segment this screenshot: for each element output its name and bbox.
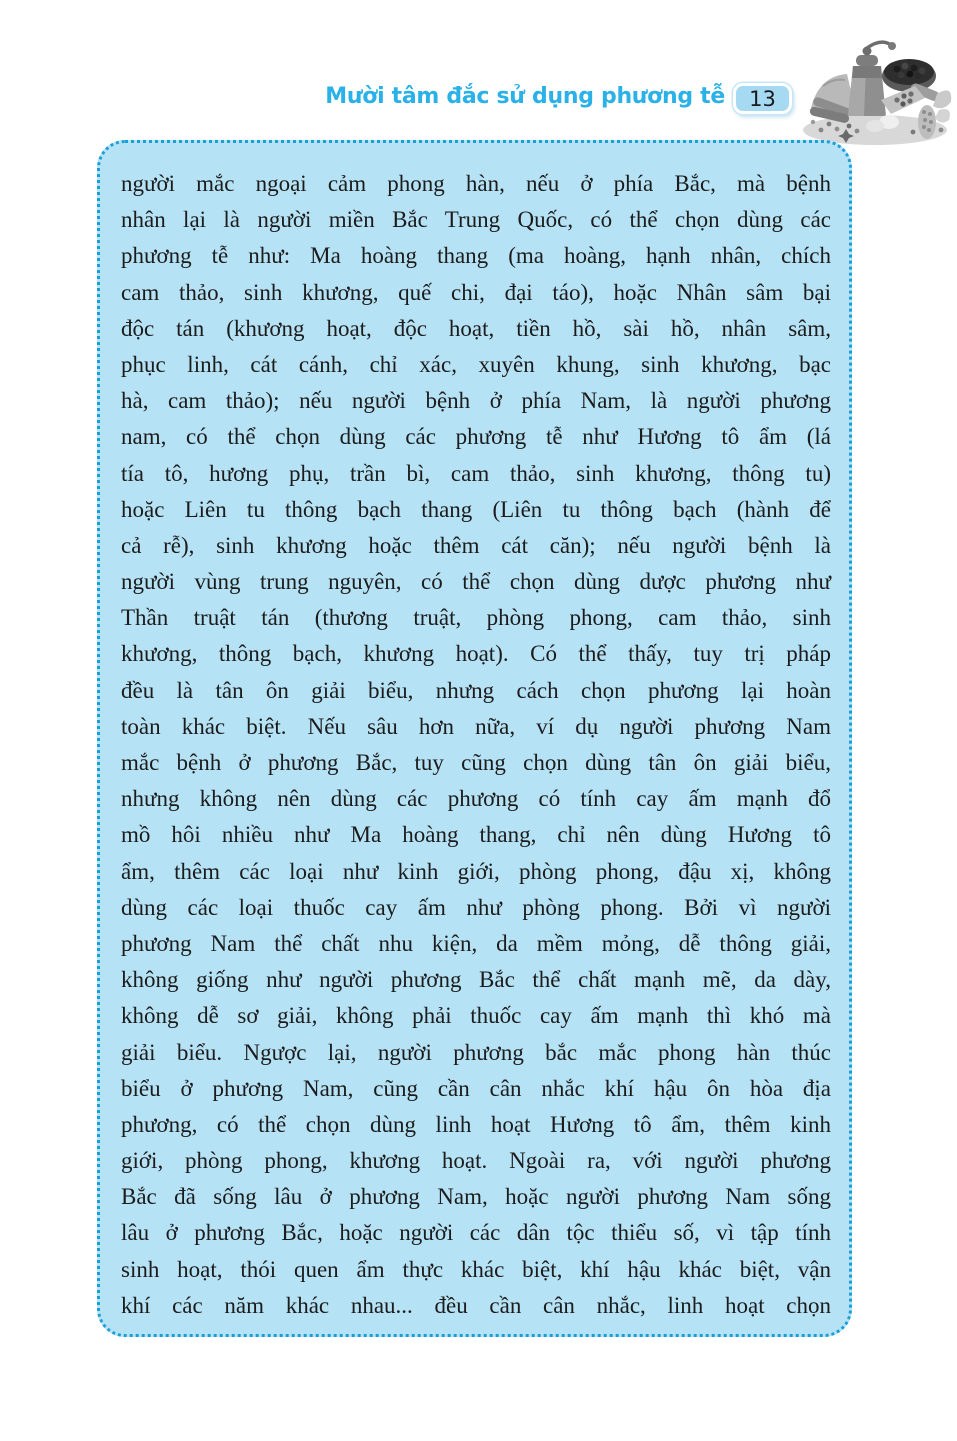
body-line: mồ hôi nhiều như Ma hoàng thang, chỉ nên dùng Hương tô: [121, 822, 831, 848]
page-number-badge: [733, 83, 792, 114]
content-panel: [97, 140, 852, 1337]
body-line: phương, có thể chọn dùng linh hoạt Hương tô ẩm, thêm kinh: [121, 1111, 831, 1137]
body-line: sinh hoạt, thói quen ẩm thực khác biệt, khí hậu khác biệt, vận: [121, 1256, 831, 1282]
body-line: đều là tân ôn giải biểu, nhưng cách chọn phương lại hoàn: [121, 677, 831, 703]
page-number: 13: [749, 86, 776, 111]
body-line: mắc bệnh ở phương Bắc, tuy cũng chọn dùng tân ôn giải biểu,: [121, 750, 831, 775]
body-line: phương Nam thể chất nhu kiện, da mềm mỏng, dễ thông giải,: [121, 930, 831, 956]
body-line: nhưng không nên dùng các phương có tính cay ấm mạnh đổ: [121, 786, 831, 812]
body-text: [121, 166, 831, 1324]
body-line: Thần truật tán (thương truật, phòng phong, cam thảo, sinh: [121, 605, 831, 631]
body-line: nam, có thể chọn dùng các phương tễ như Hương tô ẩm (lá: [121, 424, 831, 450]
body-line: cả rễ), sinh khương hoặc thêm cát căn); nếu người bệnh là: [121, 532, 831, 558]
body-line: tía tô, hương phụ, trần bì, cam thảo, sinh khương, thông tu): [121, 460, 831, 486]
body-line: khương, thông bạch, khương hoạt). Có thể thấy, tuy trị pháp: [121, 641, 831, 667]
body-line: nhân lại là người miền Bắc Trung Quốc, có thể chọn dùng các: [121, 207, 831, 233]
body-line: toàn khác biệt. Nếu sâu hơn nữa, ví dụ người phương Nam: [121, 713, 831, 739]
body-line: không dễ sơ giải, không phải thuốc cay ấm mạnh thì khó mà: [121, 1003, 831, 1029]
body-line: phương tễ như: Ma hoàng thang (ma hoàng, hạnh nhân, chích: [121, 243, 831, 269]
body-line: giải biểu. Ngược lại, người phương bắc mắc phong hàn thúc: [121, 1039, 831, 1065]
body-line: khí các năm khác nhau... đều cần cân nhắc, linh hoạt chọn: [121, 1292, 831, 1318]
body-line: biểu ở phương Nam, cũng cần cân nhắc khí hậu ôn hòa địa: [121, 1075, 831, 1101]
body-line: người mắc ngoại cảm phong hàn, nếu ở phía Bắc, mà bệnh: [121, 171, 831, 196]
page-header: [0, 0, 957, 150]
body-line: ẩm, thêm các loại như kinh giới, phòng phong, đậu xị, không: [121, 858, 831, 884]
body-line: lâu ở phương Bắc, hoặc người các dân tộc thiểu số, vì tập tính: [121, 1220, 831, 1246]
body-line: độc tán (khương hoạt, độc hoạt, tiền hồ, sài hồ, nhân sâm,: [121, 315, 831, 341]
body-line: phục linh, cát cánh, chỉ xác, xuyên khung, sinh khương, bạc: [121, 351, 831, 377]
body-line: Bắc đã sống lâu ở phương Nam, hoặc người phương Nam sống: [121, 1184, 831, 1210]
body-line: hoặc Liên tu thông bạch thang (Liên tu thông bạch (hành để: [121, 496, 831, 522]
body-line: không giống như người phương Bắc thể chất mạnh mẽ, da dày,: [121, 967, 831, 993]
body-line: giới, phòng phong, khương hoạt. Ngoài ra, với người phương: [121, 1148, 831, 1174]
body-line: hà, cam thảo); nếu người bệnh ở phía Nam, là người phương: [121, 388, 831, 414]
spices-photo-icon: [793, 34, 955, 150]
body-line: dùng các loại thuốc cay ấm như phòng phong. Bởi vì người: [121, 894, 831, 920]
chapter-title: Mười tâm đắc sử dụng phương tễ: [325, 84, 725, 109]
body-line: cam thảo, sinh khương, quế chi, đại táo), hoặc Nhân sâm bại: [121, 279, 831, 305]
body-line: người vùng trung nguyên, có thể chọn dùng dược phương như: [121, 569, 831, 595]
